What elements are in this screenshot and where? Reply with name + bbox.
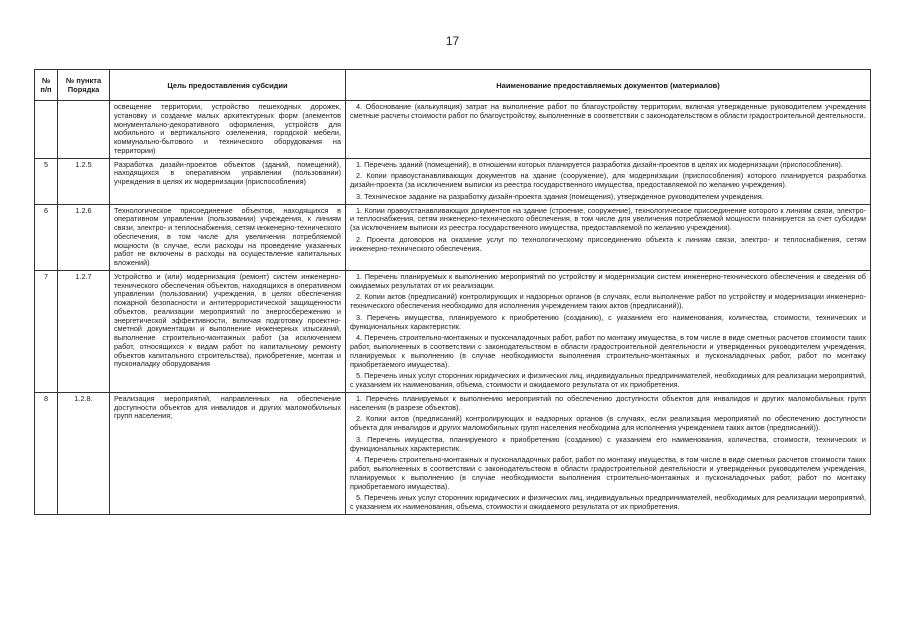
document-item: 1. Копии правоустанавливающих документов на здание (строение, сооружение), технологическое присоединение которого к линиям связи, электро- и теплоснабжения, сетям инженерно-технического обеспечения, в том числе для увеличения потребляемой мощности планируется за счет субсидии (за исключением выписки из реестра государственного имущества, предоставляемой по желанию учреждения). bbox=[350, 205, 866, 232]
header-goal: Цель предоставления субсидии bbox=[110, 70, 346, 101]
document-item: 2. Копии актов (предписаний) контролирующих и надзорных органов (в случаях, если реализация мероприятий по обеспечению доступности объекта для инвалидов и других маломобильных групп населения необходима для исполнения учреждением таких актов (предписаний)). bbox=[350, 414, 866, 432]
document-item: 1. Перечень зданий (помещений), в отношении которых планируется разработка дизайн-проектов в целях их модернизации (приспособления). bbox=[356, 159, 843, 169]
row-docs-cell bbox=[346, 101, 871, 159]
subsidy-documents-table bbox=[34, 69, 871, 515]
document-item: 2. Копии правоустанавливающих документов на здание (сооружение), для модернизации (приспособления) которого планируется разработка дизайн-проекта (за исключением выписки из реестра государственного имущества, предоставляемой по желанию учреждения). bbox=[350, 171, 866, 189]
document-item: 5. Перечень иных услуг сторонних юридических и физических лиц, индивидуальных предпринимателей, необходимых для реализации мероприятий, с указанием их наименования, объема, стоимости и ожидаемого результата от их приобретения. bbox=[350, 371, 866, 389]
row-item-cell: 1.2.5 bbox=[58, 158, 110, 204]
document-item: 4. Обоснование (калькуляция) затрат на выполнение работ по благоустройству территории, включая утвержденные руководителем учреждения сметные расчеты стоимости работ по благоустройству, выполненные в соответствии с законодательством в области градостроительной деятельности. bbox=[350, 102, 866, 120]
document-item: 1. Перечень планируемых к выполнению мероприятий по обеспечению доступности объектов для инвалидов и других маломобильных групп населения (в разрезе объектов). bbox=[350, 393, 866, 412]
table-row bbox=[35, 270, 871, 392]
row-item-cell: 1.2.6 bbox=[58, 204, 110, 270]
row-goal-cell: Устройство и (или) модернизация (ремонт) систем инженерно-технического обеспечения объектов, находящихся в оперативном управлении (пользовании) учреждения, в целях обеспечения пожарной безопасности и антитеррористической защищенности объектов, реализации мероприятий по энергосбережению и энергетической эффективности, включая подготовку проектно-сметной документации и выполнение инженерных изысканий, выполнение строительно-монтажных работ (за исключением работ, относящихся к видам работ по капитальному ремонту объектов капитального строительства), приобретение, монтаж и пусконаладку оборудования bbox=[110, 270, 346, 392]
header-num: № п/п bbox=[35, 70, 58, 101]
row-item-cell: 1.2.8. bbox=[58, 392, 110, 514]
document-item: 5. Перечень иных услуг сторонних юридических и физических лиц, индивидуальных предпринимателей, необходимых для реализации мероприятий, с указанием их наименования, объема, стоимости и ожидаемого результата от их приобретения. bbox=[350, 493, 866, 511]
row-goal-cell: Реализация мероприятий, направленных на обеспечение доступности объектов для инвалидов и других маломобильных групп населения; bbox=[110, 392, 346, 514]
row-goal-cell: Разработка дизайн-проектов объектов (зданий, помещений), находящихся в оперативном управлении (пользовании) учреждения в целях их модернизации (приспособления) bbox=[110, 158, 346, 204]
row-docs-cell bbox=[346, 204, 871, 270]
table-row bbox=[35, 101, 871, 159]
row-goal-cell: Технологическое присоединение объектов, находящихся в оперативном управлении (пользовании) учреждения, к линиям связи, электро- и теплоснабжения, сетям инженерно-технического обеспечения, в том числе для увеличения потребляемой мощности (в случае, если расходы на проведение указанных работ не включены в расходы на осуществление капитальных вложений) bbox=[110, 204, 346, 270]
page-number: 17 bbox=[445, 34, 460, 48]
table-header-row bbox=[35, 70, 871, 101]
document-item: 2. Проекта договоров на оказание услуг по технологическому присоединению объекта к линиям связи, электро- и теплоснабжения, сетям инженерно-технического обеспечения. bbox=[350, 234, 866, 253]
row-item-cell: 1.2.7 bbox=[58, 270, 110, 392]
table-row bbox=[35, 204, 871, 270]
document-item: 3. Техническое задание на разработку дизайн-проекта здания (помещения), утвержденное руководителем учреждения. bbox=[356, 191, 764, 201]
row-item-cell bbox=[58, 101, 110, 159]
document-item: 3. Перечень имущества, планируемого к приобретению (созданию) с указанием его наименования, количества, стоимости, технических и функциональных характеристик. bbox=[350, 434, 866, 453]
row-number-cell: 8 bbox=[35, 392, 58, 514]
table-row bbox=[35, 392, 871, 514]
row-number-cell: 7 bbox=[35, 270, 58, 392]
document-item: 4. Перечень строительно-монтажных и пусконаладочных работ, работ по монтажу имущества, в том числе в виде сметных расчетов стоимости таких работ, выполненных в соответствии с законодательством в области градостроительной деятельности и утвержденных руководителем учреждения, планируемых к выполнению (в случае необходимости выполнения строительно-монтажных и пусконаладочных работ, работ по монтажу приобретаемого имущества). bbox=[350, 455, 866, 491]
row-number-cell: 6 bbox=[35, 204, 58, 270]
row-goal-cell: освещение территории, устройство пешеходных дорожек, установку и создание малых архитектурных форм (элементов монументально-декоративного оформления, устройств для мобильного и вертикального озеленения, городской мебели, коммунально-бытового и технического оборудования на территории) bbox=[110, 101, 346, 159]
document-item: 4. Перечень строительно-монтажных и пусконаладочных работ, работ по монтажу имущества, в том числе в виде сметных расчетов стоимости таких работ, выполненных в соответствии с законодательством в области градостроительной деятельности и утвержденных руководителем учреждения, планируемых к выполнению (в случае необходимости выполнения строительно-монтажных и пусконаладочных работ, работ по монтажу приобретаемого имущества). bbox=[350, 333, 866, 369]
document-item: 1. Перечень планируемых к выполнению мероприятий по устройству и модернизации систем инженерно-технического обеспечения и сведения об ожидаемых результатах от их реализации. bbox=[350, 271, 866, 290]
document-item: 2. Копии актов (предписаний) контролирующих и надзорных органов (в случаях, если выполнение работ по устройству и модернизации инженерно-технического обеспечения необходимо для исполнения учреждением таких актов (предписаний)). bbox=[350, 292, 866, 310]
row-docs-cell bbox=[346, 270, 871, 392]
row-docs-cell bbox=[346, 158, 871, 204]
row-docs-cell bbox=[346, 392, 871, 514]
table-row bbox=[35, 158, 871, 204]
table-body bbox=[35, 101, 871, 515]
header-docs: Наименование предоставляемых документов (материалов) bbox=[346, 70, 871, 101]
row-number-cell bbox=[35, 101, 58, 159]
row-number-cell: 5 bbox=[35, 158, 58, 204]
header-item: № пункта Порядка bbox=[58, 70, 110, 101]
document-item: 3. Перечень имущества, планируемого к приобретению (созданию), с указанием его наименования, количества, стоимости, технических и функциональных характеристик. bbox=[350, 312, 866, 331]
